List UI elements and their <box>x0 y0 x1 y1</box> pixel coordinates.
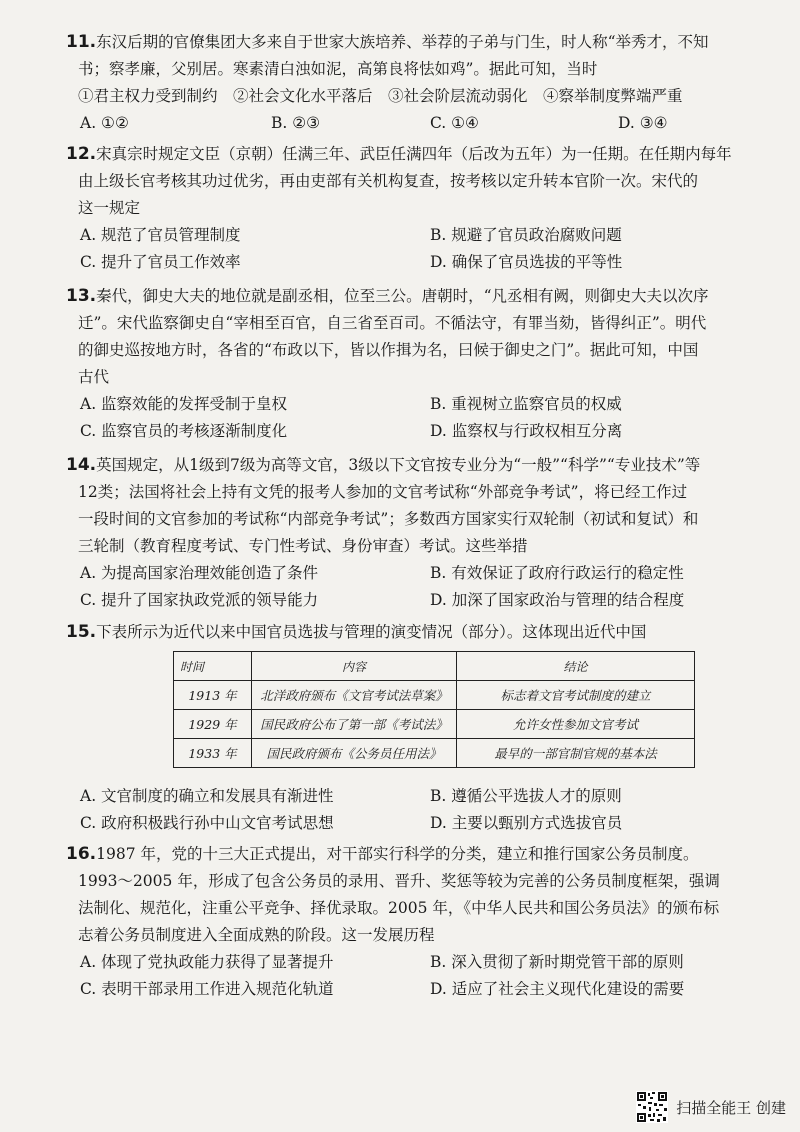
table-cell: 标志着文官考试制度的建立 <box>457 681 695 710</box>
table-cell: 允许女性参加文官考试 <box>457 710 695 739</box>
scanner-watermark <box>636 1090 786 1124</box>
question-text-line: ①君主权力受到制约 ②社会文化水平落后 ③社会阶层流动弱化 ④察举制度弊端严重 <box>78 87 683 105</box>
option-c[interactable]: C. ①④ <box>430 114 479 132</box>
question-15 <box>66 620 746 644</box>
options-row <box>78 223 746 247</box>
table-cell: 1933 年 <box>174 739 252 768</box>
question-text-line: 英国规定，从1级到7级为高等文官，3级以下文官按专业分为“一般”“科学”“专业技术”等 <box>96 456 701 474</box>
question-text-line: 12类；法国将社会上持有文凭的报考人参加的文官考试称“外部竞争考试”，将已经工作过 <box>78 483 688 501</box>
table-header-row <box>174 652 695 681</box>
question-number: 12. <box>66 144 97 164</box>
option-a[interactable]: A. 为提高国家治理效能创造了条件 <box>80 564 319 582</box>
option-c[interactable]: C. 提升了国家执政党派的领导能力 <box>80 591 319 609</box>
question-number: 14. <box>66 455 97 475</box>
watermark-text: 扫描全能王 创建 <box>676 1098 786 1117</box>
question-text-line: 东汉后期的官僚集团大多来自于世家大族培养、举荐的子弟与门生，时人称“举秀才，不知 <box>96 33 709 51</box>
option-d[interactable]: D. 监察权与行政权相互分离 <box>430 422 623 440</box>
table-cell: 1929 年 <box>174 710 252 739</box>
table-cell: 最早的一部官制官规的基本法 <box>457 739 695 768</box>
question-text-line: 书；察孝廉，父别居。寒素清白浊如泥，高第良将怯如鸡”。据此可知，当时 <box>78 60 598 78</box>
question-14 <box>66 453 746 612</box>
question-text-line: 这一规定 <box>78 199 141 217</box>
question-16 <box>66 842 746 1001</box>
question-text-line: 由上级长官考核其功过优劣，再由吏部有关机构复查，按考核以定升转本官阶一次。宋代的 <box>78 172 699 190</box>
question-13 <box>66 284 746 443</box>
option-a[interactable]: A. 文官制度的确立和发展具有渐进性 <box>80 787 334 805</box>
question-text-line: 法制化、规范化，注重公平竞争、择优录取。2005 年，《中华人民共和国公务员法》的颁布标 <box>78 899 720 917</box>
question-text-line: 下表所示为近代以来中国官员选拔与管理的演变情况（部分）。这体现出近代中国 <box>96 623 647 641</box>
option-c[interactable]: C. 政府积极践行孙中山文官考试思想 <box>80 814 334 832</box>
option-b[interactable]: B. 有效保证了政府行政运行的稳定性 <box>430 564 684 582</box>
table-cell: 国民政府颁布《公务员任用法》 <box>252 739 457 768</box>
qr-code-icon <box>636 1091 668 1123</box>
question-text-line: 的御史巡按地方时，各省的“布政以下，皆以作揖为名，曰候于御史之门”。据此可知，中国 <box>78 341 699 359</box>
options-row <box>78 784 746 808</box>
options-row <box>78 111 746 135</box>
question-text-line: 迁”。宋代监察御史自“宰相至百官，自三省至百司。不循法守，有罪当劾，皆得纠正”。明代 <box>78 314 707 332</box>
question-text-line: 一段时间的文官参加的考试称“内部竞争考试”；多数西方国家实行双轮制（初试和复试）和 <box>78 510 699 528</box>
question-text-line: 古代 <box>78 368 110 386</box>
option-a[interactable]: A. 体现了党执政能力获得了显著提升 <box>80 953 334 971</box>
options-row <box>78 250 746 274</box>
options-row <box>78 392 746 416</box>
question-number: 13. <box>66 286 97 306</box>
option-c[interactable]: C. 监察官员的考核逐渐制度化 <box>80 422 288 440</box>
options-row <box>78 811 746 835</box>
options-row <box>78 950 746 974</box>
option-b[interactable]: B. ②③ <box>271 114 321 132</box>
question-12 <box>66 142 746 274</box>
question-text-line: 秦代，御史大夫的地位就是副丞相，位至三公。唐朝时，“凡丞相有阙，则御史大夫以次序 <box>96 287 709 305</box>
option-a[interactable]: A. ①② <box>80 114 129 132</box>
option-a[interactable]: A. 规范了官员管理制度 <box>80 226 241 244</box>
options-row <box>78 419 746 443</box>
evolution-table <box>173 651 695 768</box>
question-text-line: 1993～2005 年，形成了包含公务员的录用、晋升、奖惩等较为完善的公务员制度框架，强调 <box>78 872 720 890</box>
table-cell: 1913 年 <box>174 681 252 710</box>
table-cell: 国民政府公布了第一部《考试法》 <box>252 710 457 739</box>
option-b[interactable]: B. 深入贯彻了新时期党管干部的原则 <box>430 953 684 971</box>
table-row <box>174 681 695 710</box>
options-row <box>78 561 746 585</box>
table-header-cell: 时间 <box>174 652 252 681</box>
table-row <box>174 710 695 739</box>
options-row <box>78 977 746 1001</box>
question-11 <box>66 30 746 135</box>
options-row <box>78 588 746 612</box>
option-d[interactable]: D. 适应了社会主义现代化建设的需要 <box>430 980 685 998</box>
option-d[interactable]: D. 确保了官员选拔的平等性 <box>430 253 623 271</box>
question-text-line: 志着公务员制度进入全面成熟的阶段。这一发展历程 <box>78 926 435 944</box>
option-d[interactable]: D. ③④ <box>618 114 668 132</box>
option-c[interactable]: C. 表明干部录用工作进入规范化轨道 <box>80 980 334 998</box>
question-text-line: 三轮制（教育程度考试、专门性考试、身份审查）考试。这些举措 <box>78 537 528 555</box>
table-header-cell: 结论 <box>457 652 695 681</box>
table-row <box>174 739 695 768</box>
question-number: 15. <box>66 622 97 642</box>
question-text-line: 1987 年，党的十三大正式提出，对干部实行科学的分类，建立和推行国家公务员制度。 <box>96 845 699 863</box>
option-d[interactable]: D. 加深了国家政治与管理的结合程度 <box>430 591 685 609</box>
question-15-options <box>78 784 746 835</box>
question-number: 16. <box>66 844 97 864</box>
table-cell: 北洋政府颁布《文官考试法草案》 <box>252 681 457 710</box>
question-text-line: 宋真宗时规定文臣（京朝）任满三年、武臣任满四年（后改为五年）为一任期。在任期内每年 <box>96 145 732 163</box>
option-b[interactable]: B. 遵循公平选拔人才的原则 <box>430 787 622 805</box>
option-b[interactable]: B. 重视树立监察官员的权威 <box>430 395 622 413</box>
option-a[interactable]: A. 监察效能的发挥受制于皇权 <box>80 395 288 413</box>
option-c[interactable]: C. 提升了官员工作效率 <box>80 253 241 271</box>
table-header-cell: 内容 <box>252 652 457 681</box>
option-b[interactable]: B. 规避了官员政治腐败问题 <box>430 226 622 244</box>
option-d[interactable]: D. 主要以甄别方式选拔官员 <box>430 814 623 832</box>
question-number: 11. <box>66 32 97 52</box>
